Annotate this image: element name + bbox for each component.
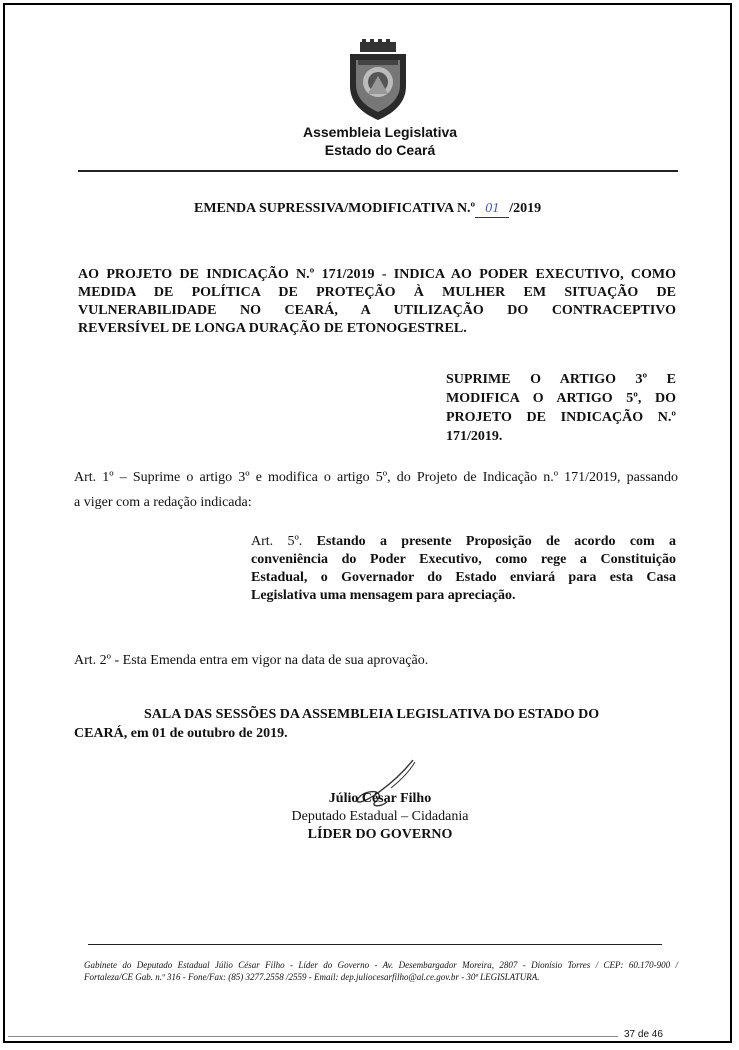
subject-line: MEDIDA DE POLÍTICA DE PROTEÇÃO À MULHER EM SITUAÇÃO DE [78, 285, 676, 300]
article-1-line: a viger com a redação indicada: [74, 495, 252, 510]
article-1-line: Art. 1º – Suprime o artigo 3º e modifica o artigo 5º, do Projeto de Indicação n.º 171/2019, passando [74, 470, 678, 485]
article-2: Art. 2º - Esta Emenda entra em vigor na data de sua aprovação. [74, 653, 429, 668]
summary-line: MODIFICA O ARTIGO 5º, DO [446, 391, 676, 406]
closing-block [74, 705, 678, 743]
subject-line: VULNERABILIDADE NO CEARÁ, A UTILIZAÇÃO DO CONTRACEPTIVO [78, 303, 676, 318]
summary-line: SUPRIME O ARTIGO 3º E [446, 372, 676, 387]
footer-line: Fortaleza/CE Gab. n.º 316 - Fone/Fax: (85) 3277.2558 /2559 - Email: dep.juliocesarfilho@al.ce.gov.br - 30ª LEGISLATURA. [84, 972, 540, 982]
document-title [194, 201, 541, 218]
page-border [3, 3, 732, 1043]
page-number: 37 de 46 [624, 1029, 663, 1040]
quote-line: Legislativa uma mensagem para apreciação. [251, 588, 516, 603]
quote-line: Estadual, o Governador do Estado enviará para esta Casa [251, 570, 676, 585]
organization-header [220, 123, 540, 159]
summary-line: PROJETO DE INDICAÇÃO N.º [446, 410, 676, 425]
summary-line: 171/2019. [446, 429, 503, 444]
quote-lead: Art. 5º. [251, 534, 303, 549]
subject-line: REVERSÍVEL DE LONGA DURAÇÃO DE ETONOGESTREL. [78, 321, 467, 336]
state-name: Estado do Ceará [324, 142, 436, 158]
subject-block [78, 266, 676, 338]
quote-line: Estando a presente Proposição de acordo com a [316, 534, 676, 549]
closing-line: SALA DAS SESSÕES DA ASSEMBLEIA LEGISLATIVA DO ESTADO DO [144, 707, 600, 722]
signature-block [240, 790, 520, 844]
signatory-role: Deputado Estadual – Cidadania [291, 809, 469, 824]
closing-line: CEARÁ, em 01 de outubro de 2019. [74, 726, 288, 741]
quoted-article-5 [251, 533, 676, 605]
article-1 [74, 465, 678, 515]
title-prefix: EMENDA SUPRESSIVA/MODIFICATIVA N.º [194, 201, 476, 216]
bottom-divider [8, 1036, 618, 1037]
footer-contact [84, 959, 678, 983]
footer-line: Gabinete do Deputado Estadual Júlio César Filho - Líder do Governo - Av. Desembargador Moreira, 2807 - Dionísio Torres / CEP: 60.170-900 / [84, 960, 678, 970]
handwritten-number: 01 [475, 201, 509, 218]
quote-line: conveniência do Poder Executivo, como rege a Constituição [251, 552, 676, 567]
organization-name: Assembleia Legislativa [302, 124, 458, 140]
subject-line: AO PROJETO DE INDICAÇÃO N.º 171/2019 - INDICA AO PODER EXECUTIVO, COMO [78, 267, 676, 282]
signatory-title: LÍDER DO GOVERNO [307, 827, 453, 842]
state-coat-of-arms-icon [346, 38, 410, 122]
signatory-name: Júlio César Filho [328, 791, 432, 806]
footer-divider [88, 944, 662, 945]
summary-block [446, 370, 676, 446]
title-suffix: /2019 [509, 201, 542, 216]
header-divider [78, 170, 678, 172]
